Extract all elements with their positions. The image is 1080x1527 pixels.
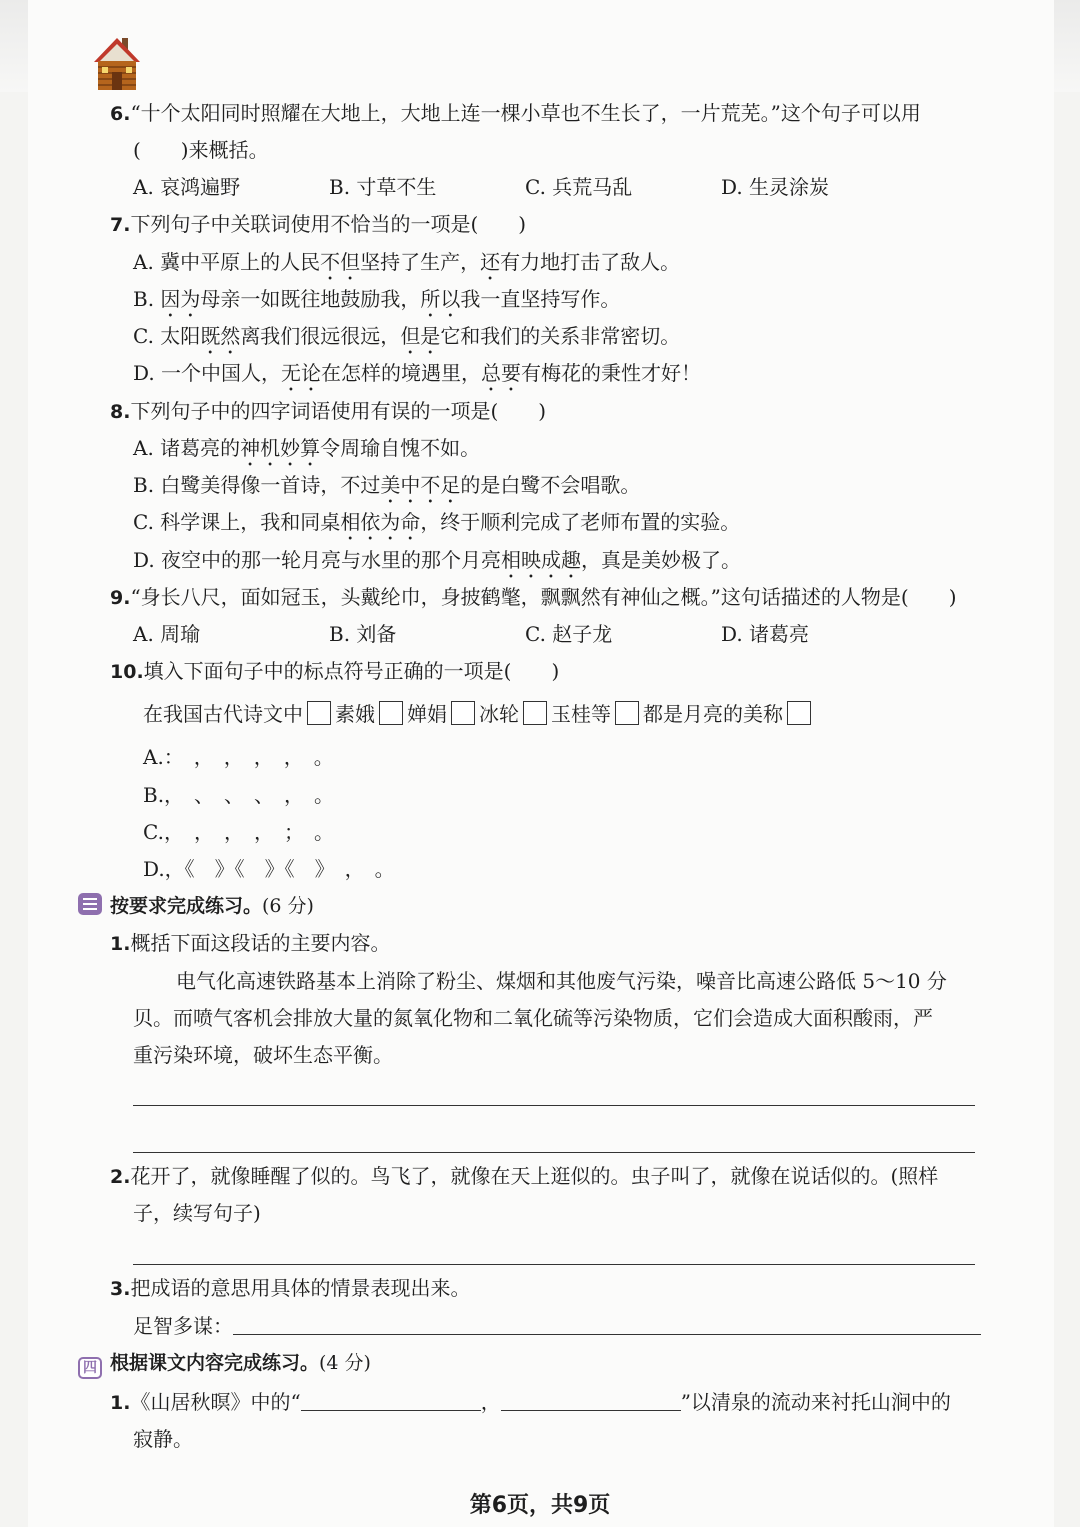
question-10-option-d[interactable]: D.，《 》《 》《 》 ， 。 (143, 857, 395, 881)
question-number: 9. (110, 587, 131, 609)
question-7-option-a[interactable] (133, 248, 680, 285)
question-number: 1. (110, 1392, 131, 1414)
section-points: (4 分) (319, 1352, 371, 1374)
answer-blank[interactable] (501, 1390, 681, 1411)
text: 母亲一如既往地鼓励我， (200, 287, 421, 311)
text: A. 诸葛亮的 (133, 436, 241, 460)
question-6-options (133, 173, 983, 201)
text: 有梅花的秉性才好！ (521, 361, 702, 385)
question-text: 填入下面句子中的标点符号正确的一项是( ) (143, 659, 560, 683)
section-title: 根据课文内容完成练习。 (110, 1352, 320, 1374)
punctuation-box[interactable] (523, 701, 547, 725)
answer-blank[interactable] (301, 1390, 481, 1411)
passage-line-1: 电气化高速铁路基本上消除了粉尘、煤烟和其他废气污染，噪音比高速公路低 5～10 分 (176, 969, 947, 993)
section-points: (6 分) (262, 895, 314, 917)
idiom-prompt (133, 1312, 981, 1340)
section-4-q1-line-1 (110, 1388, 951, 1417)
question-text: 概括下面这段话的主要内容。 (130, 931, 391, 955)
section-3-q3-stem (110, 1274, 470, 1303)
answer-line[interactable] (133, 1152, 975, 1153)
sentence-part: 冰轮 (479, 702, 519, 726)
emphasized-word: 神机妙算 (240, 436, 321, 460)
emphasized-word: 美中不足 (380, 473, 461, 497)
section-4-q1-line-2: 寂静。 (133, 1427, 193, 1451)
text: ，终于顺利完成了老师布置的实验。 (420, 510, 741, 534)
section-3-badge-icon (78, 893, 102, 915)
question-7-stem (110, 210, 526, 239)
option-d[interactable]: D. 诸葛亮 (721, 622, 810, 646)
punctuation-box[interactable] (787, 701, 811, 725)
option-b[interactable]: B. 寸草不生 (329, 175, 437, 199)
option-a[interactable]: A. 哀鸿遍野 (133, 175, 241, 199)
question-9-stem (110, 583, 957, 612)
question-7-option-c[interactable] (133, 322, 680, 359)
text: 坚持了生产， (360, 250, 481, 274)
question-10-option-a[interactable]: A.： ， ， ， ， 。 (143, 745, 334, 769)
section-3-heading (78, 892, 314, 920)
emphasized-word: 相映成趣 (501, 548, 582, 572)
question-text: “身长八尺，面如冠玉，头戴纶巾，身披鹤氅，飘飘然有神仙之概。”这句话描述的人物是( ) (130, 585, 957, 609)
section-title: 按要求完成练习。 (110, 895, 263, 917)
sentence-part: 素娥 (335, 702, 375, 726)
question-10-option-c[interactable]: C.， ， ， ， ； 。 (143, 820, 334, 844)
question-text: “十个太阳同时照耀在大地上，大地上连一棵小草也不生长了，一片荒芜。”这个句子可以用 (130, 101, 921, 125)
sentence-part: 都是月亮的美称 (643, 702, 783, 726)
text: ，真是美妙极了。 (581, 548, 742, 572)
emphasized-word: 既然 (200, 324, 241, 348)
emphasized-word: 不但 (320, 250, 361, 274)
question-number: 3. (110, 1278, 131, 1300)
passage-line-2: 贝。而喷气客机会排放大量的氮氧化物和二氧化硫等污染物质，它们会造成大面积酸雨，严 (133, 1006, 933, 1030)
question-number: 7. (110, 214, 131, 236)
question-6-line-2: ( )来概括。 (133, 138, 269, 162)
option-c[interactable]: C. 赵子龙 (525, 622, 613, 646)
text: 离我们很远很远， (240, 324, 401, 348)
question-number: 8. (110, 401, 131, 423)
emphasized-word: 所以 (420, 287, 461, 311)
option-b[interactable]: B. 刘备 (329, 622, 397, 646)
option-c[interactable]: C. 兵荒马乱 (525, 175, 633, 199)
house-icon (92, 34, 142, 92)
text: 在怎样的境遇里， (321, 361, 482, 385)
section-4-heading (78, 1349, 371, 1379)
option-d[interactable]: D. 生灵涂炭 (721, 175, 830, 199)
option-a[interactable]: A. 周瑜 (133, 622, 201, 646)
text: C. 科学课上，我和同桌 (133, 510, 341, 534)
section-3-q2-line-2: 子，续写句子) (133, 1201, 261, 1225)
question-10-stem (110, 657, 559, 686)
text: 它和我们的关系非常密切。 (440, 324, 681, 348)
question-7-option-d[interactable] (133, 359, 701, 396)
question-10-option-b[interactable]: B.， 、 、 、 ， 。 (143, 783, 335, 807)
punctuation-sentence (143, 700, 815, 728)
page-footer: 第6页，共9页 (469, 1493, 611, 1518)
question-8-option-d[interactable] (133, 546, 741, 583)
idiom-label: 足智多谋： (133, 1314, 233, 1338)
answer-line[interactable] (133, 1264, 975, 1265)
passage-line-3: 重污染环境，破坏生态平衡。 (133, 1043, 393, 1067)
answer-line[interactable] (133, 1105, 975, 1106)
text: 我一直坚持写作。 (460, 287, 621, 311)
question-text: 花开了，就像睡醒了似的。鸟飞了，就像在天上逛似的。虫子叫了，就像在说话似的。(照样 (130, 1164, 939, 1188)
question-text: 《山居秋暝》中的“ (130, 1390, 301, 1414)
text: C. 太阳 (133, 324, 201, 348)
text: B. 白鹭美得像一首诗，不过 (133, 473, 381, 497)
question-8-option-b[interactable] (133, 471, 640, 508)
punctuation-box[interactable] (379, 701, 403, 725)
section-3-q1-stem (110, 929, 390, 958)
sentence-part: 婵娟 (407, 702, 447, 726)
text: D. 夜空中的那一轮月亮与水里的那个月亮 (133, 548, 502, 572)
question-number: 1. (110, 933, 131, 955)
question-text: 下列句子中的四字词语使用有误的一项是( ) (130, 399, 547, 423)
emphasized-word: 还 (480, 250, 501, 274)
question-text: 下列句子中关联词使用不恰当的一项是( ) (130, 212, 527, 236)
question-number: 6. (110, 103, 131, 125)
question-text: 把成语的意思用具体的情景表现出来。 (130, 1276, 471, 1300)
question-number: 10. (110, 661, 144, 683)
sentence-part: 玉桂等 (551, 702, 611, 726)
text: 有力地打击了敌人。 (500, 250, 681, 274)
emphasized-word: 总要 (481, 361, 522, 385)
text: D. 一个中国人， (133, 361, 282, 385)
text: 令周瑜自愧不如。 (320, 436, 481, 460)
emphasized-word: 但是 (400, 324, 441, 348)
question-text: ”以清泉的流动来衬托山涧中的 (680, 1390, 951, 1414)
emphasized-word: 因为 (160, 287, 201, 311)
question-number: 2. (110, 1166, 131, 1188)
emphasized-word: 相依为命 (340, 510, 421, 534)
question-text: ， (480, 1390, 501, 1414)
answer-blank[interactable] (233, 1314, 981, 1335)
punctuation-box[interactable] (307, 701, 331, 725)
punctuation-box[interactable] (451, 701, 475, 725)
section-4-badge: 四 (78, 1357, 102, 1379)
question-8-option-c[interactable] (133, 508, 740, 545)
question-9-options (133, 620, 983, 648)
question-7-option-b[interactable] (133, 285, 620, 322)
text: A. 冀中平原上的人民 (133, 250, 321, 274)
question-8-stem (110, 397, 546, 426)
section-3-q2-line-1 (110, 1162, 938, 1191)
text: B. (133, 287, 161, 311)
question-6-line-1 (110, 99, 921, 128)
sentence-part: 在我国古代诗文中 (143, 702, 303, 726)
punctuation-box[interactable] (615, 701, 639, 725)
emphasized-word: 无论 (281, 361, 322, 385)
question-8-option-a[interactable] (133, 434, 480, 471)
text: 的是白鹭不会唱歌。 (460, 473, 641, 497)
